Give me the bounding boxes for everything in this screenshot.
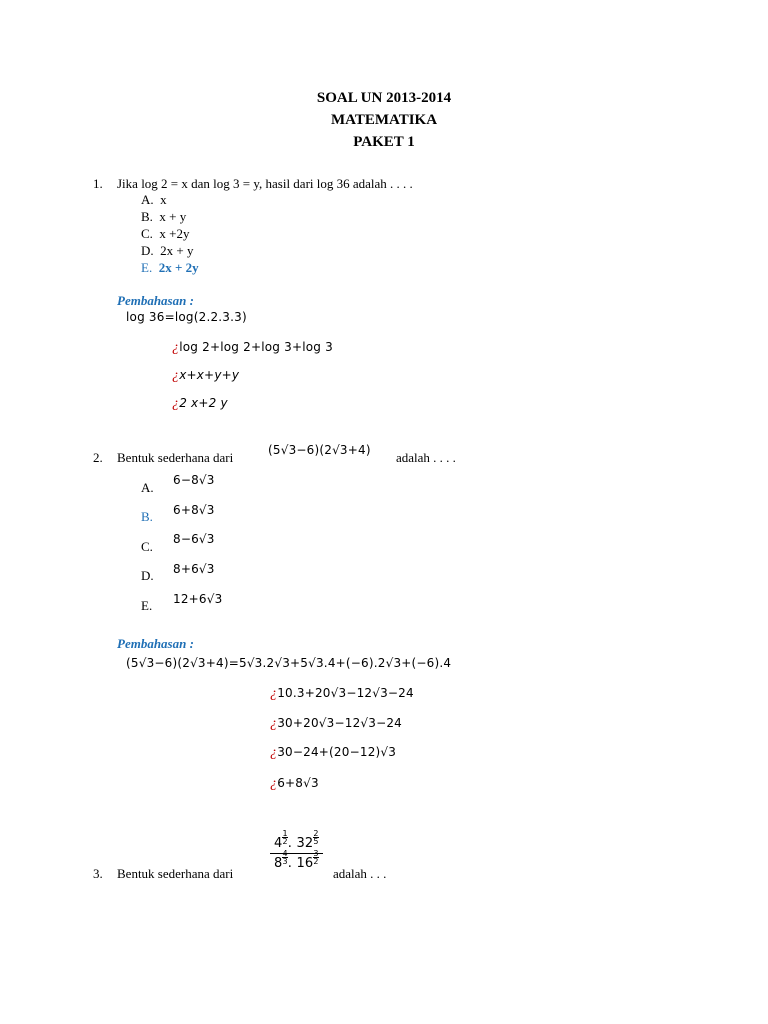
q1-solution-line4: ¿2 x+2 y xyxy=(172,396,228,411)
q2-option-d-letter: D. xyxy=(141,568,154,583)
q3-fraction xyxy=(270,829,323,871)
q3-numerator: 4 $\frac{1}{2}$ . 32 $\frac{2}{5}$ xyxy=(270,836,323,854)
q2-option-a-value: 6−8√3 xyxy=(173,473,215,487)
q2-solution-line1: (5√3−6)(2√3+4)=5√3.2√3+5√3.4+(−6).2√3+(−6).4 xyxy=(126,656,452,670)
q1-text: Jika log 2 = x dan log 3 = y, hasil dari log 36 adalah . . . . xyxy=(117,176,413,191)
q1-solution-line1: log 36=log(2.2.3.3) xyxy=(126,310,247,324)
q2-solution-line5: ¿6+8√3 xyxy=(270,776,319,791)
q1-option-d: D. 2x + y xyxy=(141,243,194,258)
q1-solution-line2: ¿log 2+log 2+log 3+log 3 xyxy=(172,340,333,355)
q2-option-b-letter-correct: B. xyxy=(141,509,153,524)
q1-solution-line3: ¿x+x+y+y xyxy=(172,368,240,383)
q2-option-e-letter: E. xyxy=(141,598,153,613)
q1-option-a: A. x xyxy=(141,192,167,207)
q1-pembahasan-label: Pembahasan : xyxy=(117,293,194,308)
q3-number: 3. xyxy=(93,866,103,881)
q2-solution-line2: ¿10.3+20√3−12√3−24 xyxy=(270,686,414,701)
q2-option-d-value: 8+6√3 xyxy=(173,562,215,576)
q2-text: Bentuk sederhana dari xyxy=(117,450,234,465)
doc-package: PAKET 1 xyxy=(353,134,415,150)
q3-denominator: 8 $\frac{4}{3}$ . 16 $\frac{3}{2}$ xyxy=(274,849,319,871)
q2-pembahasan-label: Pembahasan : xyxy=(117,636,194,651)
q1-option-e-correct: E. 2x + 2y xyxy=(141,260,199,275)
q3-suffix: adalah . . . xyxy=(333,866,387,881)
q2-option-a-letter: A. xyxy=(141,480,154,495)
q2-solution-line4: ¿30−24+(20−12)√3 xyxy=(270,745,397,760)
q2-suffix: adalah . . . . xyxy=(396,450,456,465)
q3-text: Bentuk sederhana dari xyxy=(117,866,234,881)
q2-option-b-value: 6+8√3 xyxy=(173,503,215,517)
q2-number: 2. xyxy=(93,450,103,465)
q1-option-c: C. x +2y xyxy=(141,226,190,241)
q2-expression: (5√3−6)(2√3+4) xyxy=(268,443,371,457)
q1-number: 1. xyxy=(93,176,103,191)
q1-option-b: B. x + y xyxy=(141,209,187,224)
q2-option-e-value: 12+6√3 xyxy=(173,592,223,606)
q2-option-c-letter: C. xyxy=(141,539,153,554)
q2-solution-line3: ¿30+20√3−12√3−24 xyxy=(270,716,403,731)
doc-subject: MATEMATIKA xyxy=(330,112,438,128)
doc-title: SOAL UN 2013-2014 xyxy=(316,90,452,106)
q2-option-c-value: 8−6√3 xyxy=(173,532,215,546)
